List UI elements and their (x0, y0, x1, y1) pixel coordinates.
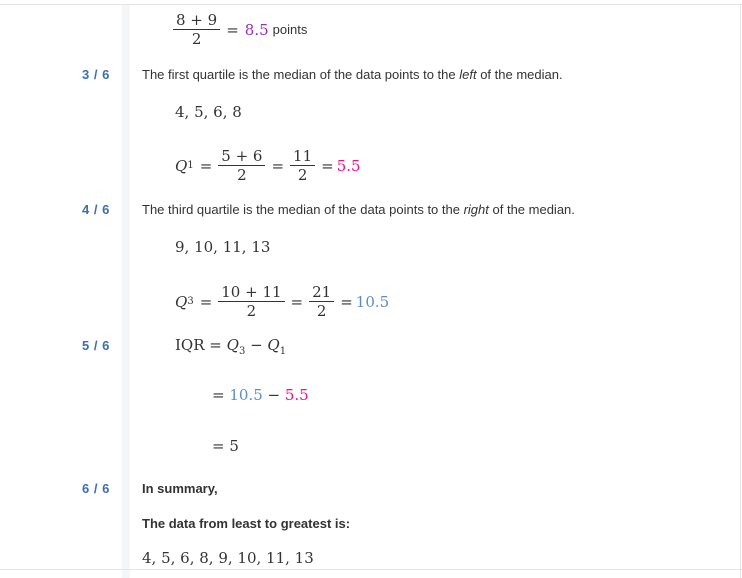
q3-frac-2-num: 21 (309, 283, 334, 302)
q1-frac-1-den: 2 (237, 166, 247, 184)
bottom-divider (0, 569, 742, 570)
q3-label: Q (175, 292, 188, 311)
iqr-label: IQR = (175, 336, 227, 354)
q3-text-b: of the median. (488, 202, 575, 217)
iqr-sub-q1: 5.5 (284, 386, 309, 404)
right-border (740, 5, 741, 578)
q3-equation: Q 3 = $\frac{10 + 11}{2}$ = $\frac{21}{2}$ = 10.5 (175, 283, 390, 320)
sorted-data: 4, 5, 6, 8, 9, 10, 11, 13 (142, 549, 314, 567)
iqr-q1: Q (267, 336, 280, 354)
iqr-q1-sub: 1 (279, 346, 287, 357)
iqr-q3: Q (226, 336, 239, 354)
upper-half-data: 9, 10, 11, 13 (175, 238, 271, 256)
q3-frac-1-den: 2 (246, 302, 257, 320)
q1-text-em: left (459, 67, 477, 82)
step-label-3: 3 / 6 (82, 67, 110, 82)
q1-frac-2 (290, 147, 315, 184)
q3-explanation (142, 202, 575, 217)
iqr-sub-q3: 10.5 (229, 386, 263, 404)
lower-half-data: 4, 5, 6, 8 (175, 103, 242, 121)
step-label-6: 6 / 6 (82, 481, 110, 496)
median-fraction (173, 11, 307, 48)
q3-frac-2-den: 2 (316, 302, 327, 320)
median-frac (173, 11, 220, 48)
step-label-5: 5 / 6 (82, 338, 110, 353)
q1-label: Q (175, 156, 188, 175)
iqr-result: = 5 (212, 437, 239, 455)
q3-text-em: right (463, 202, 489, 217)
q3-frac-2 (309, 283, 334, 320)
q3-result: 10.5 (355, 292, 390, 311)
iqr-sub-minus: − (262, 386, 285, 404)
median-frac-den: 2 (191, 30, 202, 48)
median-result: 8.5 (244, 20, 269, 39)
median-frac-num: 8 + 9 (173, 11, 220, 30)
q1-result: 5.5 (336, 156, 361, 175)
q1-frac-2-den: 2 (297, 166, 308, 184)
summary-subheading: The data from least to greatest is: (142, 516, 351, 531)
q1-frac-2-num: 11 (290, 147, 315, 166)
iqr-sub-eq: = (212, 386, 230, 404)
content-stripe (122, 5, 130, 578)
q3-text-a: The third quartile is the median of the data points to the (142, 202, 464, 217)
iqr-substitution (212, 386, 309, 404)
step-label-4: 4 / 6 (82, 202, 110, 217)
q1-explanation (142, 67, 563, 82)
median-eq: = (226, 20, 239, 39)
summary-heading: In summary, (142, 481, 218, 496)
q3-frac-1 (218, 283, 284, 320)
median-unit: points (272, 22, 308, 37)
iqr-formula (175, 336, 286, 357)
q1-equation: Q 1 = $\frac{5 + 6}{2}$ = $\frac{11}{2}$ = 5.5 (175, 147, 361, 184)
q1-frac-1 (218, 147, 265, 184)
iqr-minus: − (245, 336, 268, 354)
q3-frac-1-num: 10 + 11 (218, 283, 284, 302)
q1-text-a: The first quartile is the median of the data points to the (142, 67, 460, 82)
q1-frac-1-num: 5 + 6 (218, 147, 265, 166)
q1-text-b: of the median. (476, 67, 563, 82)
q3-sub: 3 (187, 296, 194, 307)
q1-sub: 1 (187, 160, 194, 171)
iqr-q3-sub: 3 (238, 346, 246, 357)
